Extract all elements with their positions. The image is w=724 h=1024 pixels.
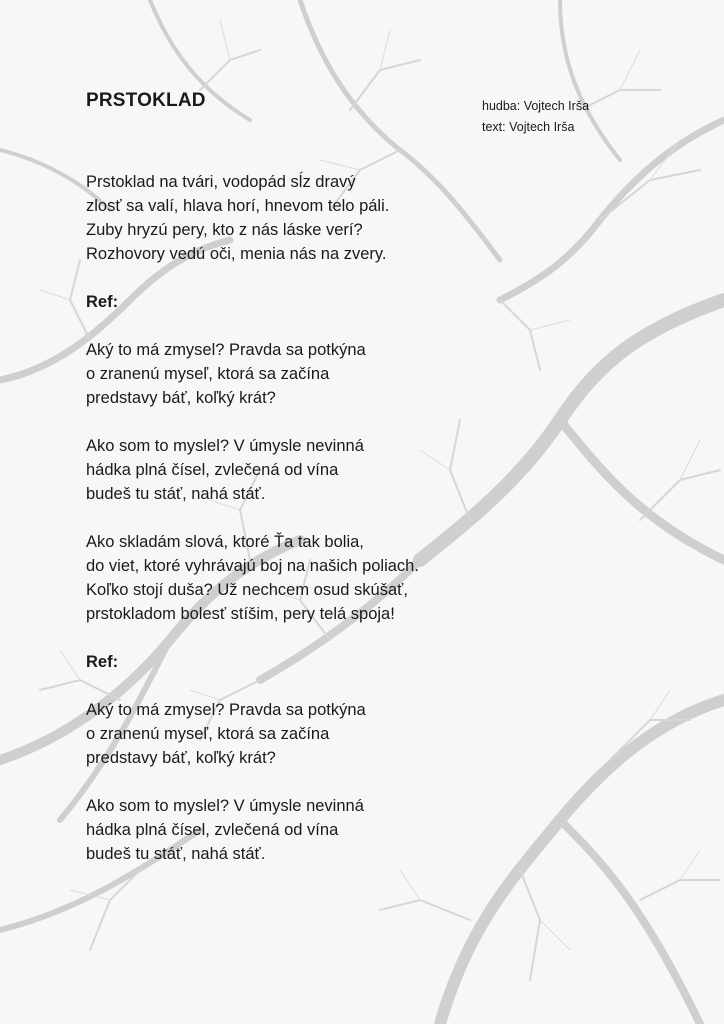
- lyric-line: o zranenú myseľ, ktorá sa začína: [86, 365, 330, 383]
- verse-1: [86, 170, 686, 266]
- refrain-label: Ref:: [86, 293, 119, 311]
- chorus-1-part-a: [86, 338, 686, 410]
- lyric-line: budeš tu stáť, nahá stáť.: [86, 845, 266, 863]
- lyric-line: hádka plná čísel, zvlečená od vína: [86, 821, 339, 839]
- verse-2: [86, 530, 686, 626]
- lyric-line: Ako som to myslel? V úmysle nevinná: [86, 437, 364, 455]
- music-credit: hudba: Vojtech Irša: [482, 99, 590, 113]
- chorus-1-part-b: [86, 434, 686, 506]
- lyric-line: budeš tu stáť, nahá stáť.: [86, 485, 266, 503]
- lyric-line: Zuby hryzú pery, kto z nás láske verí?: [86, 221, 363, 239]
- lyric-line: hádka plná čísel, zvlečená od vína: [86, 461, 339, 479]
- lyric-line: Aký to má zmysel? Pravda sa potkýna: [86, 341, 366, 359]
- lyric-line: Rozhovory vedú oči, menia nás na zvery.: [86, 245, 387, 263]
- lyric-line: Koľko stojí duša? Už nechcem osud skúšať,: [86, 581, 408, 599]
- lyric-line: zlosť sa valí, hlava horí, hnevom telo páli.: [86, 197, 390, 215]
- lyric-line: o zranenú myseľ, ktorá sa začína: [86, 725, 330, 743]
- song-title: PRSTOKLAD: [86, 90, 206, 111]
- lyric-line: Ako skladám slová, ktoré Ťa tak bolia,: [86, 533, 364, 551]
- lyric-line: do viet, ktoré vyhrávajú boj na našich poliach.: [86, 557, 419, 575]
- lyric-line: predstavy báť, koľký krát?: [86, 389, 276, 407]
- lyric-line: prstokladom bolesť stíšim, pery telá spoja!: [86, 605, 395, 623]
- chorus-2-part-a: [86, 698, 686, 770]
- song-credits: [482, 96, 589, 138]
- refrain-label: Ref:: [86, 653, 119, 671]
- text-credit: text: Vojtech Irša: [482, 120, 575, 134]
- lyrics-body: [86, 170, 686, 890]
- lyric-line: Aký to má zmysel? Pravda sa potkýna: [86, 701, 366, 719]
- chorus-2-part-b: [86, 794, 686, 866]
- lyric-line: Prstoklad na tvári, vodopád sĺz dravý: [86, 173, 356, 191]
- lyric-line: Ako som to myslel? V úmysle nevinná: [86, 797, 364, 815]
- lyric-line: predstavy báť, koľký krát?: [86, 749, 276, 767]
